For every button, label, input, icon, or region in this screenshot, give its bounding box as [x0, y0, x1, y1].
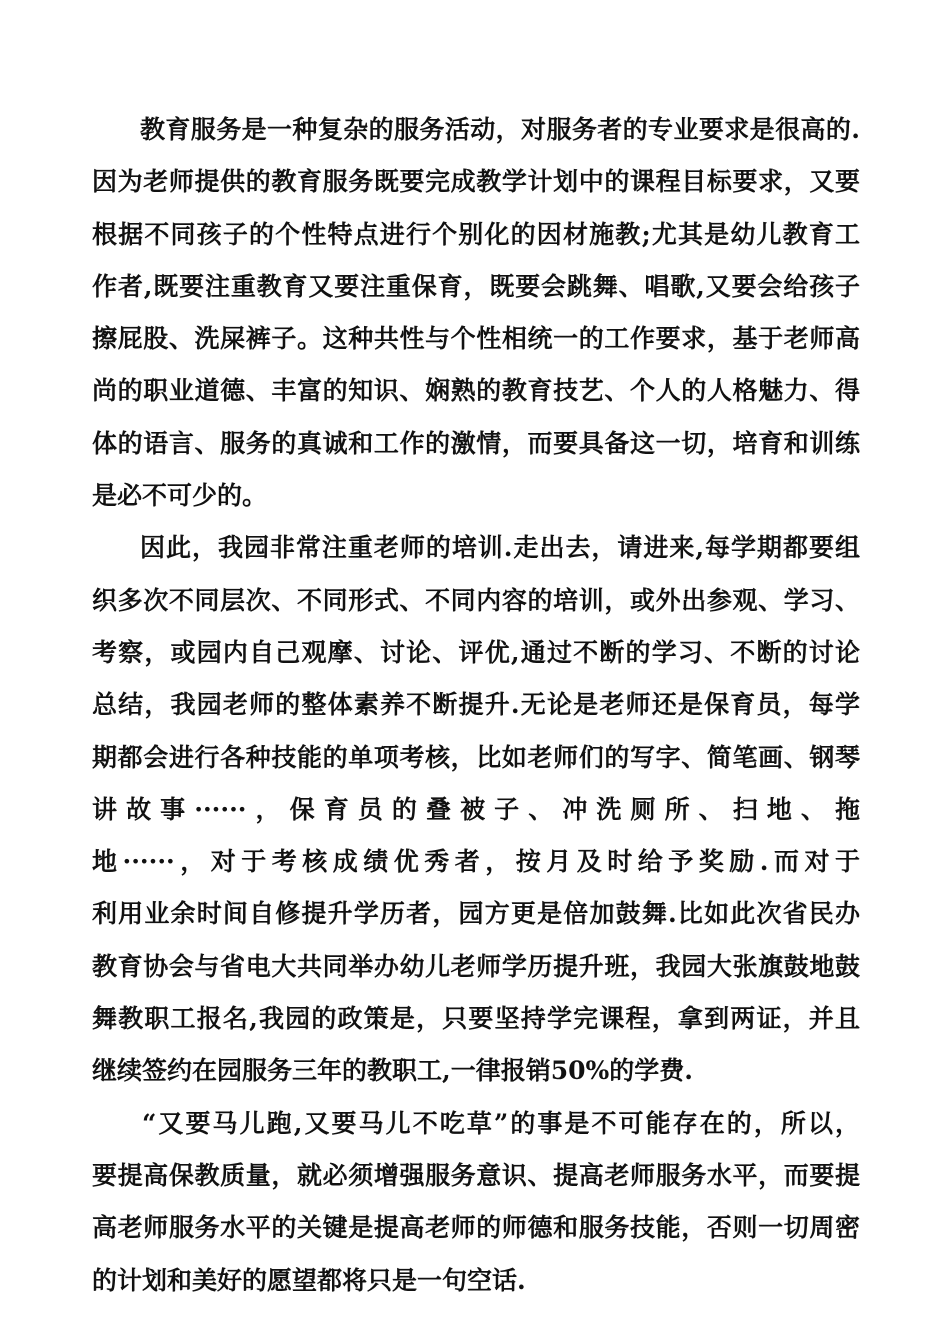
paragraph-line: 讲故事······，保育员的叠被子、冲洗厕所、扫地、拖	[92, 794, 860, 824]
paragraph-line: 舞教职工报名,我园的政策是，只要坚持学完课程，拿到两证，并且	[92, 1004, 860, 1034]
paragraph-1	[92, 104, 860, 522]
paragraph-2	[92, 522, 860, 1097]
paragraph-line: 教育协会与省电大共同举办幼儿老师学历提升班，我园大张旗鼓地鼓	[92, 951, 860, 981]
paragraph-line: 教育服务是一种复杂的服务活动，对服务者的专业要求是很高的.	[140, 115, 860, 144]
paragraph-line: “又要马儿跑,又要马儿不吃草”的事是不可能存在的，所以，	[142, 1108, 860, 1138]
paragraph-line: 是必不可少的。	[92, 481, 268, 511]
paragraph-line: 尚的职业道德、丰富的知识、娴熟的教育技艺、个人的人格魅力、得	[92, 376, 860, 406]
paragraph-line: 期都会进行各种技能的单项考核，比如老师们的写字、简笔画、钢琴	[92, 742, 860, 772]
paragraph-line: 根据不同孩子的个性特点进行个别化的因材施教;尤其是幼儿教育工	[92, 219, 860, 249]
paragraph-line: 考察，或园内自己观摩、讨论、评优,通过不断的学习、不断的讨论	[92, 637, 860, 667]
paragraph-line: 高老师服务水平的关键是提高老师的师德和服务技能，否则一切周密	[92, 1213, 860, 1243]
paragraph-line: 作者,既要注重教育又要注重保育，既要会跳舞、唱歌,又要会给孩子	[92, 271, 860, 301]
paragraph-line: 要提高保教质量，就必须增强服务意识、提高老师服务水平，而要提	[92, 1160, 860, 1190]
paragraph-line: 因此，我园非常注重老师的培训.走出去，请进来,每学期都要组	[140, 533, 860, 563]
paragraph-line: 擦屁股、洗屎裤子。这种共性与个性相统一的工作要求，基于老师高	[92, 324, 860, 354]
document-body	[92, 104, 860, 1307]
paragraph-line: 的计划和美好的愿望都将只是一句空话.	[92, 1265, 526, 1295]
paragraph-line: 利用业余时间自修提升学历者，园方更是倍加鼓舞.比如此次省民办	[92, 899, 860, 929]
paragraph-line: 继续签约在园服务三年的教职工,一律报销50%的学费.	[92, 1056, 693, 1086]
paragraph-line: 总结，我园老师的整体素养不断提升.无论是老师还是保育员，每学	[92, 690, 860, 720]
paragraph-line: 体的语言、服务的真诚和工作的激情，而要具备这一切，培育和训练	[92, 428, 860, 458]
paragraph-line: 因为老师提供的教育服务既要完成教学计划中的课程目标要求，又要	[92, 167, 860, 197]
paragraph-line: 地······，对于考核成绩优秀者，按月及时给予奖励.而对于	[92, 847, 860, 877]
paragraph-line: 织多次不同层次、不同形式、不同内容的培训，或外出参观、学习、	[92, 585, 860, 615]
paragraph-3	[92, 1098, 860, 1307]
